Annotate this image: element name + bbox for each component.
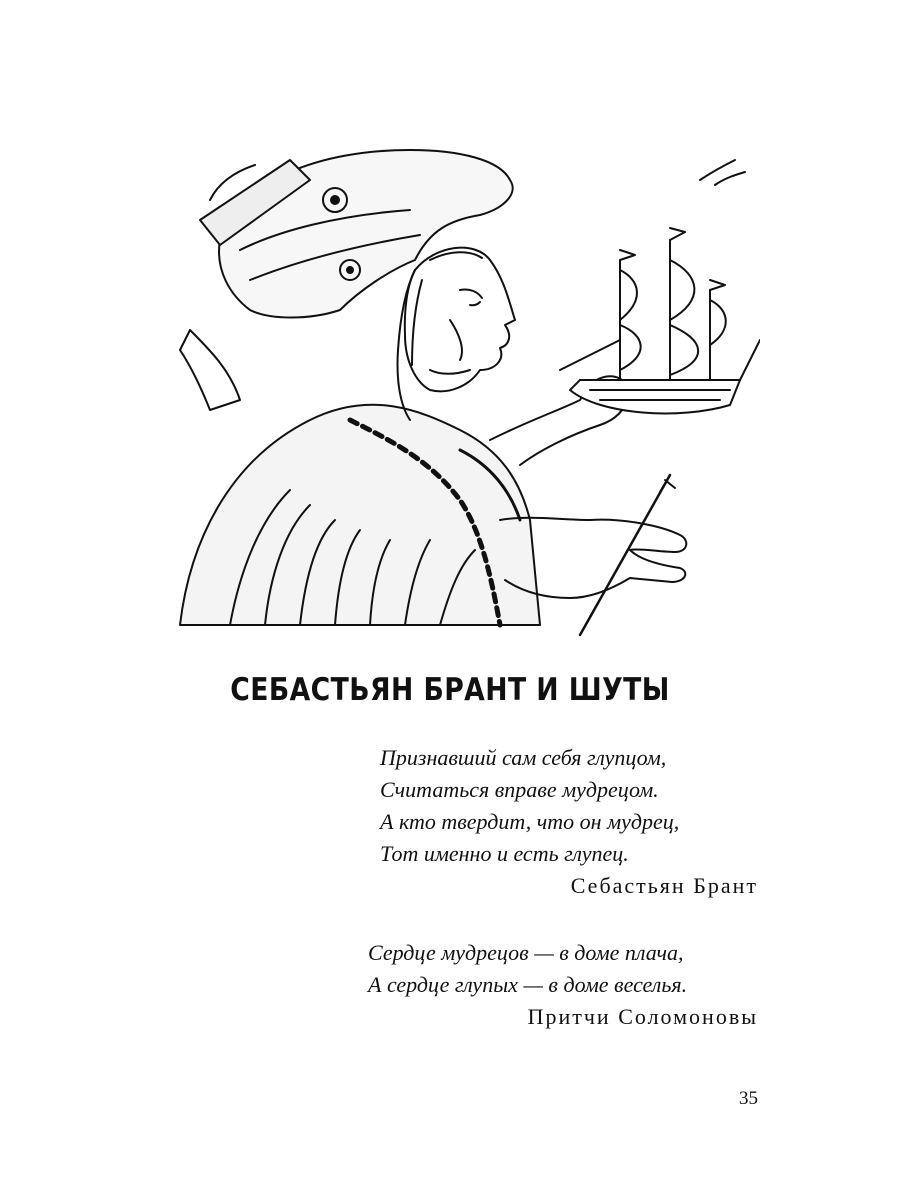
epigraph-line: А сердце глупых — в доме веселья.: [368, 972, 688, 997]
epigraph-attribution: Себастьян Брант: [570, 873, 758, 898]
epigraph-line: Сердце мудрецов — в доме плача,: [368, 940, 684, 965]
epigraph-line: А кто твердит, что он мудрец,: [380, 809, 680, 834]
chapter-title: СЕБАСТЬЯН БРАНТ И ШУТЫ: [230, 672, 670, 708]
epigraph-line: Тот именно и есть глупец.: [380, 841, 629, 866]
epigraph-attribution: Притчи Соломоновы: [527, 1004, 758, 1029]
portrait-engraving-icon: [160, 120, 760, 640]
epigraph-brant: [378, 742, 758, 902]
epigraph-proverbs: [368, 937, 758, 1033]
epigraph-line: Признавший сам себя глупцом,: [380, 745, 667, 770]
epigraph-line: Считаться вправе мудрецом.: [380, 777, 659, 802]
brant-portrait-illustration: [160, 120, 760, 640]
page-number: 35: [739, 1088, 758, 1109]
